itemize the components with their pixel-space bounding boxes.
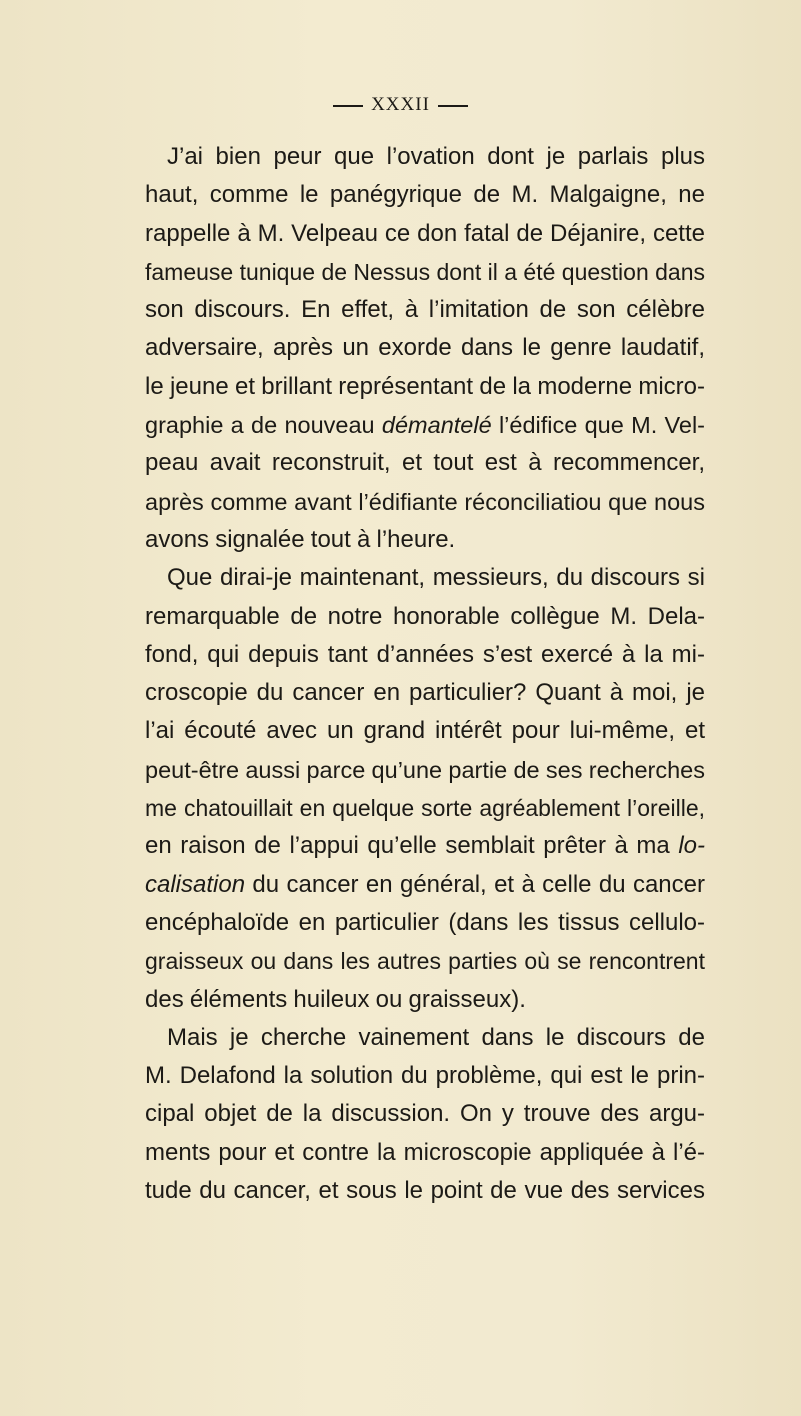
line-text: Mais je cherche vainement dans le discours de (167, 1023, 705, 1051)
text-line (145, 406, 705, 444)
line-text: peut-être aussi parce qu’une partie de ses recherches (145, 756, 705, 783)
line-text: remarquable de notre honorable collègue M. Dela- (145, 602, 705, 630)
line-text: avons signalée tout à l’heure. (145, 525, 456, 553)
text-line (145, 1057, 705, 1095)
italic-term: lo- (678, 832, 705, 860)
line-text: des éléments huileux ou graisseux). (145, 985, 526, 1013)
text-line (145, 483, 705, 521)
text-line (145, 1095, 705, 1133)
line-text: fameuse tunique de Nessus dont il a été question dans (145, 258, 705, 285)
text-line (145, 1172, 705, 1210)
text-line (145, 674, 705, 712)
page-header (0, 94, 801, 116)
text-line (145, 598, 705, 636)
line-text: me chatouillait en quelque sorte agréablement l’oreille, (145, 795, 705, 822)
line-text: croscopie du cancer en particulier? Quant à moi, je (145, 679, 705, 707)
line-text: fond, qui depuis tant d’années s’est exercé à la mi- (145, 640, 705, 668)
body-text (145, 138, 705, 1210)
text-line (145, 636, 705, 674)
text-line (145, 712, 705, 750)
line-text: tude du cancer, et sous le point de vue des services (145, 1177, 705, 1205)
text-line (145, 904, 705, 942)
text-line (145, 866, 705, 904)
line-text: ments pour et contre la microscopie appliquée à l’é- (145, 1138, 705, 1166)
text-line (145, 215, 705, 253)
line-text: peau avait reconstruit, et tout est à recommencer, (145, 449, 705, 477)
text-line (145, 253, 705, 291)
text-line (145, 444, 705, 482)
line-text: en raison de l’appui qu’elle semblait prêter à ma (145, 832, 679, 860)
text-line (145, 291, 705, 329)
text-line (145, 368, 705, 406)
italic-term: démantelé (381, 412, 492, 439)
line-text: adversaire, après un exorde dans le genre laudatif, (145, 334, 705, 362)
line-text: après comme avant l’édifiante réconciliatiou que nous (145, 488, 705, 515)
line-text: l’ai écouté avec un grand intérêt pour lui-même, et (145, 717, 705, 745)
line-text: graisseux ou dans les autres parties où se rencontrent (145, 948, 705, 975)
header-dash-left (333, 105, 363, 107)
line-text: le jeune et brillant représentant de la moderne micro- (145, 372, 705, 400)
line-text: M. Delafond la solution du problème, qui est le prin- (145, 1062, 705, 1090)
page-number: XXXII (371, 94, 430, 115)
line-text: J’ai bien peur que l’ovation dont je parlais plus (167, 143, 705, 170)
line-text: graphie a de nouveau (145, 412, 382, 439)
text-line (145, 751, 705, 789)
text-line (145, 559, 705, 597)
line-text: encéphaloïde en particulier (dans les tissus cellulo- (145, 908, 705, 936)
text-line (145, 981, 705, 1019)
text-line (145, 329, 705, 367)
line-text: rappelle à M. Velpeau ce don fatal de Déjanire, cette (145, 219, 705, 247)
text-line (145, 176, 705, 214)
text-line (145, 942, 705, 980)
italic-term: calisation (145, 870, 246, 898)
text-line (145, 1019, 705, 1057)
line-text: Que dirai-je maintenant, messieurs, du discours si (167, 564, 705, 592)
line-text: du cancer en général, et à celle du cancer (245, 870, 705, 898)
text-line (145, 789, 705, 827)
line-text: cipal objet de la discussion. On y trouve des argu- (145, 1100, 705, 1128)
text-line (145, 827, 705, 865)
header-dash-right (438, 105, 468, 107)
text-line (145, 138, 705, 176)
text-line (145, 1134, 705, 1172)
line-text: haut, comme le panégyrique de M. Malgaigne, ne (145, 181, 705, 209)
text-line (145, 521, 705, 559)
line-text: l’édifice que M. Vel- (491, 412, 705, 439)
line-text: son discours. En effet, à l’imitation de son célèbre (145, 296, 705, 324)
